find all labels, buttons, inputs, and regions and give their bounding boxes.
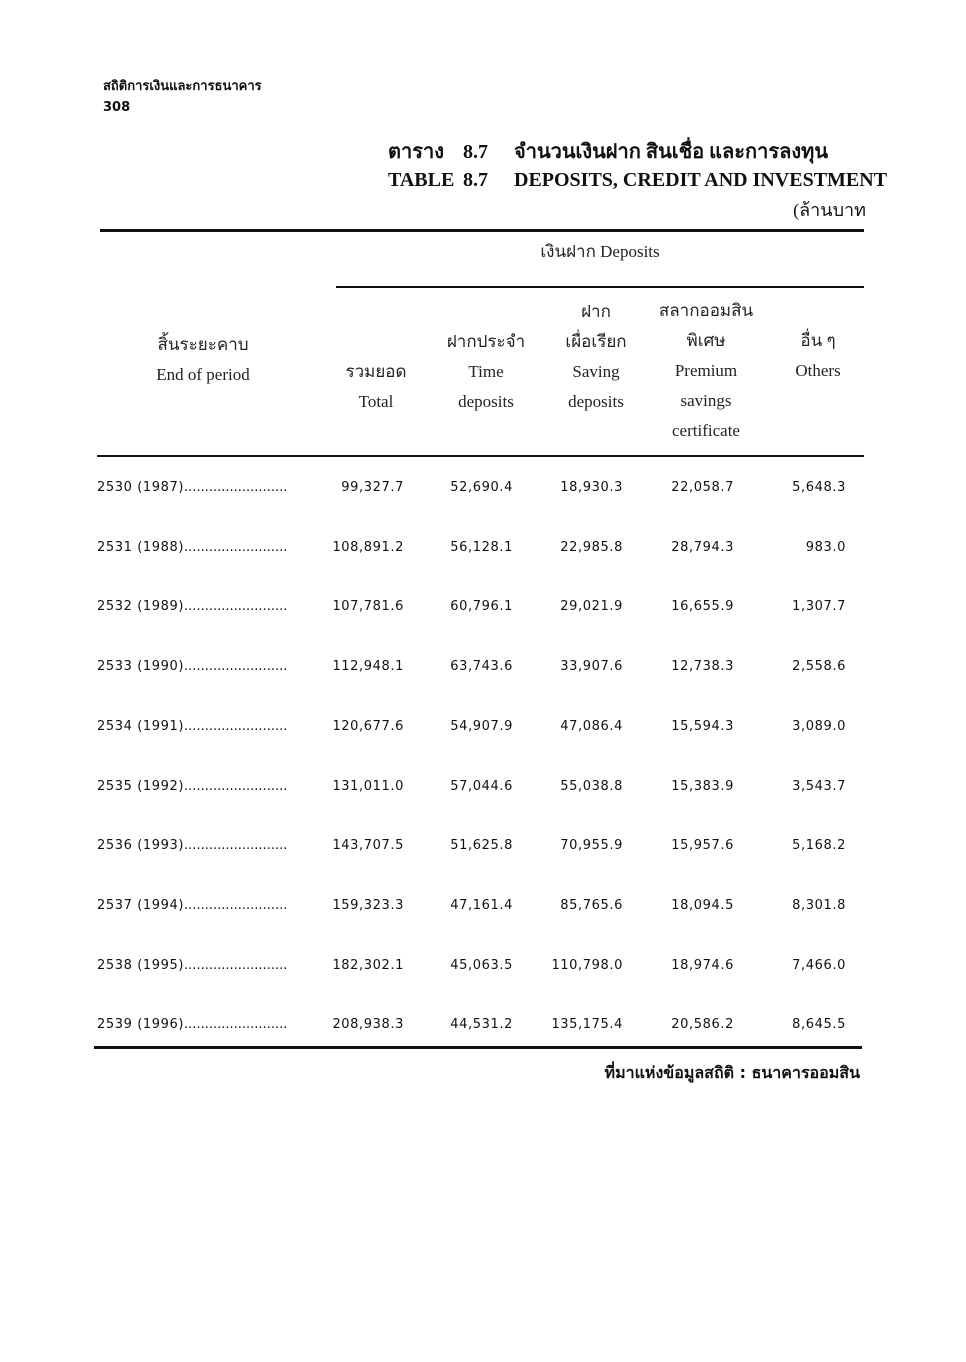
leader-dots: ......................... xyxy=(184,897,288,913)
saving-deposits-cell: 55,038.8 xyxy=(560,778,623,794)
saving-deposits-cell: 85,765.6 xyxy=(560,897,623,913)
period-cell xyxy=(97,838,287,853)
premium-savings-cell: 18,094.5 xyxy=(671,897,734,913)
total-header-en: Total xyxy=(358,392,394,411)
table-row xyxy=(0,540,966,560)
period-cell xyxy=(97,540,287,555)
saving-deposits-cell: 29,021.9 xyxy=(560,599,623,615)
table-row xyxy=(0,898,966,918)
period-text: 2536 (1993) xyxy=(97,838,185,854)
time-deposits-cell: 51,625.8 xyxy=(450,838,513,854)
total-header xyxy=(326,357,426,417)
others-cell: 3,089.0 xyxy=(792,718,846,734)
others-cell: 8,301.8 xyxy=(792,897,846,913)
period-cell xyxy=(97,599,287,614)
page-header xyxy=(103,76,262,118)
saving-header-en2: deposits xyxy=(568,392,624,411)
table-row xyxy=(0,719,966,739)
time-header-th: ฝากประจำ xyxy=(446,332,526,351)
table-row xyxy=(0,1017,966,1037)
table-row xyxy=(0,599,966,619)
total-cell: 99,327.7 xyxy=(341,480,404,495)
saving-deposits-cell: 70,955.9 xyxy=(560,838,623,854)
premium-savings-cell: 18,974.6 xyxy=(671,957,734,973)
premium-savings-cell: 15,383.9 xyxy=(671,778,734,794)
period-header-en: End of period xyxy=(156,365,250,384)
period-text: 2535 (1992) xyxy=(97,778,185,794)
time-header-en2: deposits xyxy=(458,392,514,411)
time-deposits-cell: 57,044.6 xyxy=(450,778,513,794)
unit-note: (ล้านบาท xyxy=(793,200,866,220)
leader-dots: ......................... xyxy=(184,480,288,495)
title-thai-text: จำนวนเงินฝาก สินเชื่อ และการลงทุน xyxy=(514,141,829,163)
premium-header-en1: Premium xyxy=(674,361,738,380)
saving-header-th2: เผื่อเรียก xyxy=(565,332,627,351)
time-deposits-cell: 54,907.9 xyxy=(450,718,513,734)
total-cell: 131,011.0 xyxy=(332,778,404,794)
total-cell: 208,938.3 xyxy=(332,1017,404,1033)
title-thai-number: 8.7 xyxy=(463,141,488,163)
total-cell: 108,891.2 xyxy=(332,539,404,555)
premium-savings-cell: 12,738.3 xyxy=(671,659,734,675)
others-cell: 8,645.5 xyxy=(792,1017,846,1033)
period-cell xyxy=(97,719,287,734)
time-deposits-cell: 52,690.4 xyxy=(450,480,513,495)
period-text: 2530 (1987) xyxy=(97,480,185,495)
deposits-group-header: เงินฝาก Deposits xyxy=(540,242,660,261)
others-cell: 5,168.2 xyxy=(792,838,846,854)
title-english xyxy=(388,166,887,194)
total-cell: 120,677.6 xyxy=(332,718,404,734)
title-english-label: TABLE xyxy=(388,169,455,191)
time-deposits-header xyxy=(431,327,541,417)
total-header-th: รวมยอด xyxy=(345,362,407,381)
premium-savings-cell: 28,794.3 xyxy=(671,539,734,555)
table-row xyxy=(0,958,966,978)
period-cell xyxy=(97,779,287,794)
saving-deposits-cell: 33,907.6 xyxy=(560,659,623,675)
period-cell xyxy=(97,1017,287,1032)
saving-header-th1: ฝาก xyxy=(581,302,611,321)
leader-dots: ......................... xyxy=(184,539,288,555)
premium-savings-cell: 15,957.6 xyxy=(671,838,734,854)
total-cell: 107,781.6 xyxy=(332,599,404,615)
period-cell xyxy=(97,659,287,674)
saving-deposits-cell: 22,985.8 xyxy=(560,539,623,555)
table-row xyxy=(0,779,966,799)
others-header-th: อื่น ๆ xyxy=(800,331,836,350)
time-deposits-cell: 44,531.2 xyxy=(450,1017,513,1033)
others-cell: 2,558.6 xyxy=(792,659,846,675)
book-title: สถิติการเงินและการธนาคาร xyxy=(103,79,262,94)
premium-savings-cell: 16,655.9 xyxy=(671,599,734,615)
period-text: 2534 (1991) xyxy=(97,718,185,734)
table-row xyxy=(0,838,966,858)
leader-dots: ......................... xyxy=(184,957,288,973)
leader-dots: ......................... xyxy=(184,1017,288,1033)
leader-dots: ......................... xyxy=(184,659,288,675)
premium-header-en3: certificate xyxy=(672,421,740,440)
period-cell xyxy=(97,898,287,913)
others-cell: 7,466.0 xyxy=(792,957,846,973)
period-text: 2533 (1990) xyxy=(97,659,185,675)
title-english-number: 8.7 xyxy=(463,169,488,191)
period-cell xyxy=(97,480,287,495)
leader-dots: ......................... xyxy=(184,599,288,615)
period-text: 2539 (1996) xyxy=(97,1017,185,1033)
total-cell: 143,707.5 xyxy=(332,838,404,854)
saving-header-en1: Saving xyxy=(572,362,620,381)
time-deposits-cell: 60,796.1 xyxy=(450,599,513,615)
leader-dots: ......................... xyxy=(184,838,288,854)
leader-dots: ......................... xyxy=(184,718,288,734)
others-cell: 983.0 xyxy=(805,539,846,555)
table-row xyxy=(0,659,966,679)
period-text: 2537 (1994) xyxy=(97,897,185,913)
time-deposits-cell: 47,161.4 xyxy=(450,897,513,913)
premium-header-en2: savings xyxy=(680,391,732,410)
table-top-rule xyxy=(100,229,864,232)
time-header-en1: Time xyxy=(468,362,504,381)
time-deposits-cell: 56,128.1 xyxy=(450,539,513,555)
time-deposits-cell: 45,063.5 xyxy=(450,957,513,973)
premium-savings-cell: 22,058.7 xyxy=(671,480,734,495)
title-english-text: DEPOSITS, CREDIT AND INVESTMENT xyxy=(514,169,888,191)
table-bottom-rule xyxy=(94,1046,862,1049)
page-number: 308 xyxy=(103,100,131,115)
premium-header-th2: พิเศษ xyxy=(686,331,726,350)
deposits-group-rule xyxy=(336,286,864,288)
others-cell: 3,543.7 xyxy=(792,778,846,794)
others-cell: 1,307.7 xyxy=(792,599,846,615)
others-cell: 5,648.3 xyxy=(792,480,846,495)
title-thai xyxy=(388,138,887,166)
premium-savings-cell: 15,594.3 xyxy=(671,718,734,734)
saving-deposits-cell: 110,798.0 xyxy=(551,957,623,973)
table-title xyxy=(388,138,887,194)
title-thai-label: ตาราง xyxy=(388,141,444,163)
premium-savings-header xyxy=(646,296,766,446)
saving-deposits-cell: 18,930.3 xyxy=(560,480,623,495)
others-header xyxy=(773,326,863,386)
others-header-en: Others xyxy=(795,361,841,380)
total-cell: 159,323.3 xyxy=(332,897,404,913)
period-cell xyxy=(97,958,287,973)
time-deposits-cell: 63,743.6 xyxy=(450,659,513,675)
premium-header-th1: สลากออมสิน xyxy=(658,301,754,320)
period-header-th: สิ้นระยะคาบ xyxy=(157,335,249,354)
saving-deposits-header xyxy=(541,297,651,417)
saving-deposits-cell: 135,175.4 xyxy=(551,1017,623,1033)
period-header xyxy=(100,330,306,390)
leader-dots: ......................... xyxy=(184,778,288,794)
period-text: 2538 (1995) xyxy=(97,957,185,973)
premium-savings-cell: 20,586.2 xyxy=(671,1017,734,1033)
saving-deposits-cell: 47,086.4 xyxy=(560,718,623,734)
source-note: ที่มาแห่งข้อมูลสถิติ : ธนาคารออมสิน xyxy=(604,1063,860,1082)
period-text: 2531 (1988) xyxy=(97,539,185,555)
period-text: 2532 (1989) xyxy=(97,599,185,615)
header-bottom-rule xyxy=(97,455,864,457)
table-row xyxy=(0,480,966,500)
total-cell: 112,948.1 xyxy=(332,659,404,675)
total-cell: 182,302.1 xyxy=(332,957,404,973)
